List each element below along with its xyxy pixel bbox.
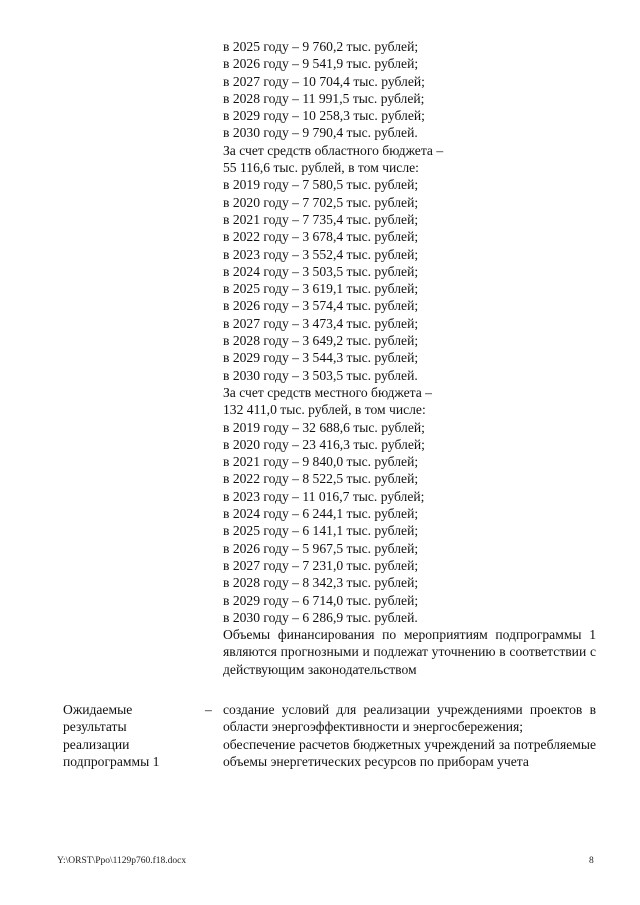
regional-budget-line: в 2029 году – 3 544,3 тыс. рублей; xyxy=(223,350,419,366)
expected-result-item: обеспечение расчетов бюджетных учреждений за потребляемые объемы энергетических ресурсов по приборам учета xyxy=(223,736,596,769)
funding-column xyxy=(223,38,596,678)
regional-budget-line: в 2026 году – 3 574,4 тыс. рублей; xyxy=(223,298,419,314)
separator-dash: – xyxy=(205,702,212,717)
regional-budget-line: в 2028 году – 3 649,2 тыс. рублей; xyxy=(223,333,419,349)
funding-line: в 2030 году – 9 790,4 тыс. рублей. xyxy=(223,125,418,141)
expected-results-label: Ожидаемые результаты реализации подпрограммы 1 xyxy=(63,702,160,769)
regional-budget-line: в 2030 году – 3 503,5 тыс. рублей. xyxy=(223,367,418,383)
local-budget-line: в 2024 году – 6 244,1 тыс. рублей; xyxy=(223,506,419,522)
funding-line: в 2029 году – 10 258,3 тыс. рублей; xyxy=(223,108,425,124)
regional-budget-line: в 2023 году – 3 552,4 тыс. рублей; xyxy=(223,246,419,262)
funding-line: в 2025 году – 9 760,2 тыс. рублей; xyxy=(223,39,419,54)
local-budget-line: в 2030 году – 6 286,9 тыс. рублей. xyxy=(223,609,418,625)
local-budget-total: 132 411,0 тыс. рублей, в том числе: xyxy=(223,402,426,418)
regional-budget-total: 55 116,6 тыс. рублей, в том числе: xyxy=(223,160,419,176)
regional-budget-line: в 2021 году – 7 735,4 тыс. рублей; xyxy=(223,211,419,227)
local-budget-line: в 2021 году – 9 840,0 тыс. рублей; xyxy=(223,454,419,470)
regional-budget-line: в 2025 году – 3 619,1 тыс. рублей; xyxy=(223,281,419,297)
local-budget-line: в 2022 году – 8 522,5 тыс. рублей; xyxy=(223,471,419,487)
funding-line: в 2027 году – 10 704,4 тыс. рублей; xyxy=(223,73,425,89)
funding-note: Объемы финансирования по мероприятиям подпрограммы 1 являются прогнозными и подлежат уточнению в соответствии с действующим законодательством xyxy=(223,627,596,677)
regional-budget-line: в 2019 году – 7 580,5 тыс. рублей; xyxy=(223,177,419,193)
regional-budget-line: в 2020 году – 7 702,5 тыс. рублей; xyxy=(223,194,419,210)
local-budget-line: в 2023 году – 11 016,7 тыс. рублей; xyxy=(223,488,425,504)
regional-budget-line: в 2027 году – 3 473,4 тыс. рублей; xyxy=(223,315,419,331)
local-budget-line: в 2025 году – 6 141,1 тыс. рублей; xyxy=(223,523,419,539)
regional-budget-line: в 2022 году – 3 678,4 тыс. рублей; xyxy=(223,229,419,245)
local-budget-line: в 2029 году – 6 714,0 тыс. рублей; xyxy=(223,592,419,608)
page-number: 8 xyxy=(589,856,594,866)
local-budget-line: в 2020 году – 23 416,3 тыс. рублей; xyxy=(223,436,425,452)
expected-result-item: создание условий для реализации учреждениями проектов в области энергоэффективности и энергосбережения; xyxy=(223,702,596,735)
expected-results-list xyxy=(223,701,596,770)
footer-file-path: Y:\ORST\Ppo\1129p760.f18.docx xyxy=(57,856,187,866)
local-budget-line: в 2028 году – 8 342,3 тыс. рублей; xyxy=(223,575,419,591)
funding-line: в 2028 году – 11 991,5 тыс. рублей; xyxy=(223,90,425,106)
regional-budget-line: в 2024 году – 3 503,5 тыс. рублей; xyxy=(223,263,419,279)
regional-budget-heading: За счет средств областного бюджета – xyxy=(223,142,444,158)
local-budget-line: в 2026 году – 5 967,5 тыс. рублей; xyxy=(223,540,419,556)
local-budget-line: в 2019 году – 32 688,6 тыс. рублей; xyxy=(223,419,425,435)
funding-line: в 2026 году – 9 541,9 тыс. рублей; xyxy=(223,56,419,72)
local-budget-heading: За счет средств местного бюджета – xyxy=(223,384,432,400)
local-budget-line: в 2027 году – 7 231,0 тыс. рублей; xyxy=(223,557,419,573)
